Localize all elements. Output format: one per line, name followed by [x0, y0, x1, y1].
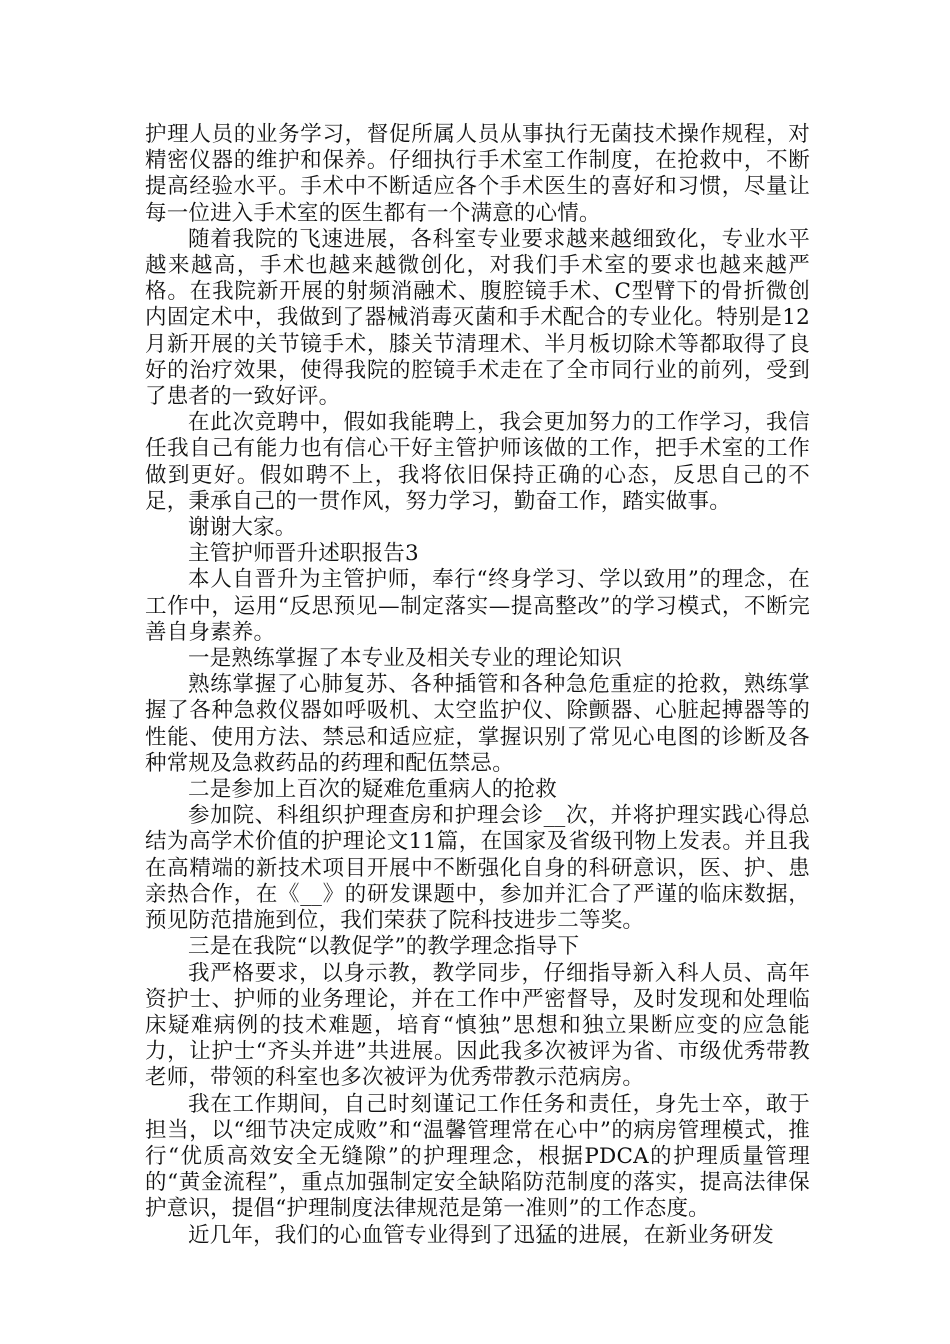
document-body	[145, 122, 810, 1249]
section-title: 主管护师晋升述职报告3	[188, 541, 419, 567]
paragraph-teaching: 我严格要求，以身示教，教学同步，仔细指导新入科人员、高年资护士、护师的业务理论，并在工作中严密督导，及时发现和处理临床疑难病例的技术难题，培育“慎独”思想和独立果断应变的应急能力，让护士“齐头并进”共进展。因此我多次被评为省、市级优秀带教老师，带领的科室也多次被评为优秀带教示范病房。	[145, 960, 810, 1091]
paragraph-management: 我在工作期间，自己时刻谨记工作任务和责任，身先士卒，敢于担当，以“细节决定成败”和“温馨管理常在心中”的病房管理模式，推行“优质高效安全无缝隙”的护理理念，根据PDCA的护理质量管理的“黄金流程”，重点加强制定安全缺陷防范制度的落实，提高法律保护意识，提倡“护理制度法律规范是第一准则”的工作态度。	[145, 1091, 810, 1222]
paragraph-development: 随着我院的飞速进展，各科室专业要求越来越细致化，专业水平越来越高，手术也越来越微创化，对我们手术室的要求也越来越严格。在我院新开展的射频消融术、腹腔镜手术、C型臂下的骨折微创内固定术中，我做到了器械消毒灭菌和手术配合的专业化。特别是12月新开展的关节镜手术，膝关节清理术、半月板切除术等都取得了良好的治疗效果，使得我院的腔镜手术走在了全市同行业的前列，受到了患者的一致好评。	[145, 226, 810, 410]
paragraph-competition: 在此次竞聘中，假如我能聘上，我会更加努力的工作学习，我信任我自己有能力也有信心干好主管护师该做的工作，把手术室的工作做到更好。假如聘不上，我将依旧保持正确的心态，反思自己的不足，秉承自己的一贯作风，努力学习，勤奋工作，踏实做事。	[145, 410, 810, 514]
subheading-two: 二是参加上百次的疑难危重病人的抢救	[188, 777, 557, 803]
paragraph-skills: 熟练掌握了心肺复苏、各种插管和各种急危重症的抢救，熟练掌握了各种急救仪器如呼吸机、太空监护仪、除颤器、心脏起搏器等的性能、使用方法、禁忌和适应症，掌握识别了常见心电图的诊断及各种常规及急救药品的药理和配伍禁忌。	[145, 672, 810, 776]
subheading-one: 一是熟练掌握了本专业及相关专业的理论知识	[188, 646, 623, 672]
paragraph-rescue: 参加院、科组织护理查房和护理会诊__次，并将护理实践心得总结为高学术价值的护理论文11篇，在国家及省级刊物上发表。并且我在高精端的新技术项目开展中不断强化自身的科研意识，医、护、患亲热合作，在《__》的研发课题中，参加并汇合了严谨的临床数据，预见防范措施到位，我们荣获了院科技进步二等奖。	[145, 803, 810, 934]
paragraph-intro: 本人自晋升为主管护师，奉行“终身学习、学以致用”的理念，在工作中，运用“反思预见—制定落实—提高整改”的学习模式，不断完善自身素养。	[145, 567, 810, 645]
paragraph-thanks: 谢谢大家。	[188, 515, 297, 541]
paragraph-recent: 近几年，我们的心血管专业得到了迅猛的进展，在新业务研发	[188, 1222, 774, 1248]
subheading-three: 三是在我院“以教促学”的教学理念指导下	[188, 934, 580, 960]
paragraph-continuation: 护理人员的业务学习，督促所属人员从事执行无菌技术操作规程，对精密仪器的维护和保养。仔细执行手术室工作制度，在抢救中，不断提高经验水平。手术中不断适应各个手术医生的喜好和习惯，尽量让每一位进入手术室的医生都有一个满意的心情。	[145, 122, 810, 226]
